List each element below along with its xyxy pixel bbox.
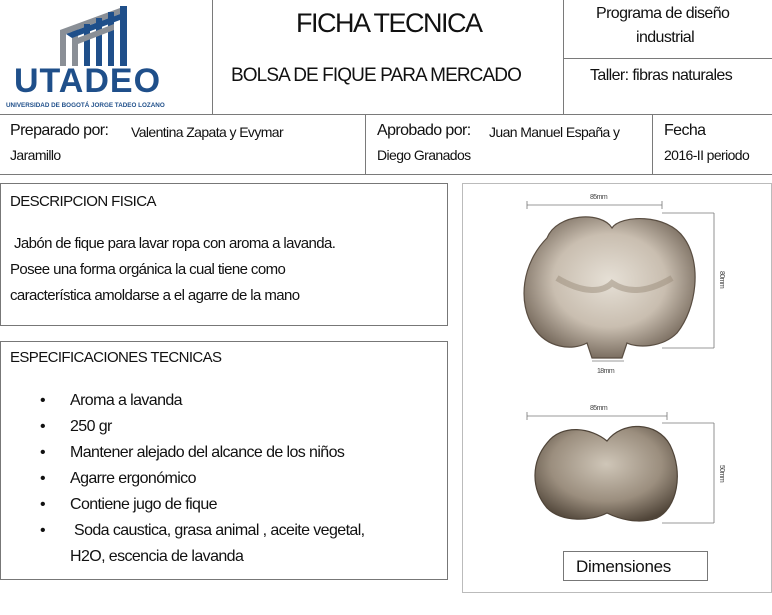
logo-subtext: UNIVERSIDAD DE BOGOTÁ JORGE TADEO LOZANO	[6, 102, 165, 109]
spec-item: • Agarre ergonómico	[40, 466, 365, 492]
info-divider-2	[652, 114, 653, 174]
description-line-1: Jabón de fique para lavar ropa con aroma a lavanda.	[14, 235, 336, 252]
top-width-label: 85mm	[590, 194, 608, 201]
bottom-height-label: 50mm	[718, 465, 725, 483]
soap-top-view	[524, 201, 714, 361]
header-divider-1	[212, 0, 213, 114]
description-line-2: Posee una forma orgánica la cual tiene como	[10, 261, 286, 278]
info-divider-1	[365, 114, 366, 174]
spec-item: • Mantener alejado del alcance de los niños	[40, 440, 365, 466]
dimensions-caption: Dimensiones	[576, 557, 671, 576]
spec-item: • Soda caustica, grasa animal , aceite vegetal,	[40, 518, 365, 544]
utadeo-logo	[0, 0, 212, 114]
spec-item: • 250 gr	[40, 414, 365, 440]
product-name: BOLSA DE FIQUE PARA MERCADO	[231, 65, 521, 86]
soap-dimension-drawing	[462, 183, 772, 593]
specifications-heading: ESPECIFICACIONES TECNICAS	[10, 349, 222, 366]
prepared-label: Preparado por:	[10, 122, 109, 139]
spec-item: • Aroma a lavanda	[40, 388, 365, 414]
header-divider-2	[563, 0, 564, 114]
description-heading: DESCRIPCION FISICA	[10, 193, 156, 210]
prepared-name-2: Jaramillo	[10, 147, 61, 163]
description-line-3: característica amoldarse a el agarre de la mano	[10, 287, 300, 304]
program-line-1: Programa de diseño	[596, 5, 730, 22]
bottom-width-label: 85mm	[590, 405, 608, 412]
workshop-label: Taller: fibras naturales	[590, 67, 733, 84]
approved-label: Aprobado por:	[377, 122, 471, 139]
date-value: 2016-II periodo	[664, 147, 750, 163]
spec-item: • Contiene jugo de fique	[40, 492, 365, 518]
info-bottom-line	[0, 174, 772, 175]
soap-side-view	[527, 412, 714, 523]
header-right-hline	[563, 58, 772, 59]
approved-name-1: Juan Manuel España y	[489, 124, 620, 140]
specifications-list	[40, 388, 365, 570]
page-title: FICHA TECNICA	[296, 8, 482, 38]
prepared-name-1: Valentina Zapata y Evymar	[131, 124, 284, 140]
logo-wordmark: UTADEO	[14, 62, 162, 100]
approved-name-2: Diego Granados	[377, 147, 471, 163]
spec-item-continuation: H2O, escencia de lavanda	[70, 548, 244, 565]
top-notch-label: 18mm	[597, 368, 615, 375]
top-height-label: 80mm	[718, 271, 725, 289]
date-label: Fecha	[664, 122, 706, 139]
program-line-2: industrial	[636, 29, 695, 46]
header-bottom-line	[0, 114, 772, 115]
